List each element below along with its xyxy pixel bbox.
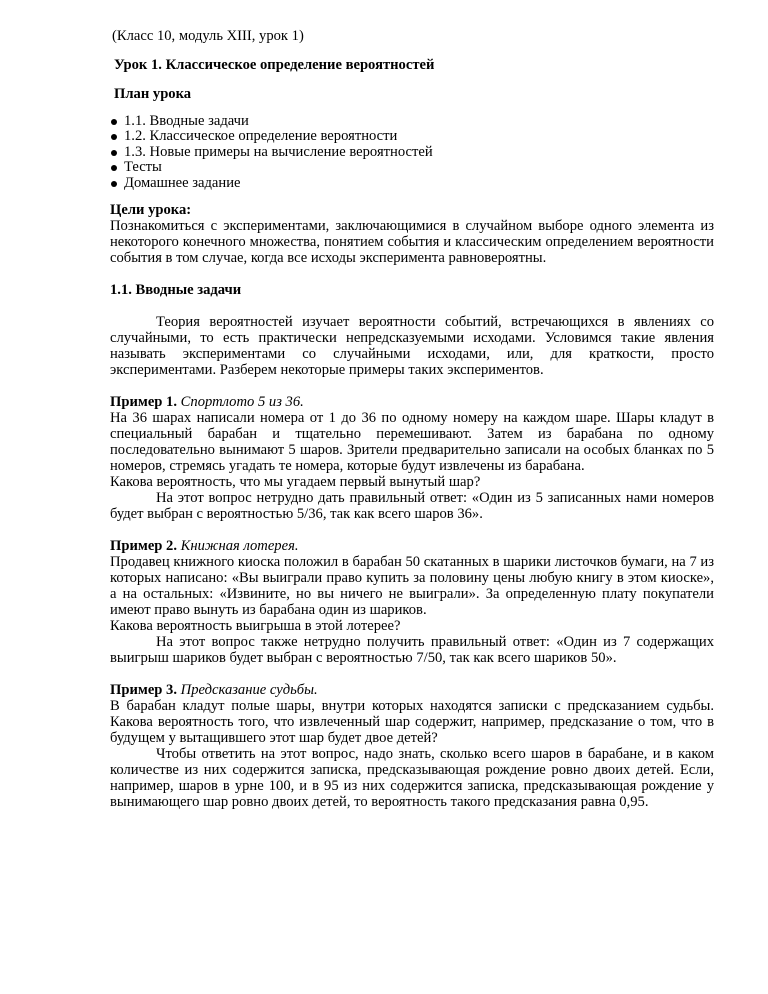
example-label: Пример 3.	[110, 682, 178, 699]
example-2-heading	[110, 538, 714, 554]
example-1-heading	[110, 394, 714, 410]
goals-text: Познакомиться с экспериментами, заключающимися в случайном выборе одного элемента из некоторого конечного множества, понятием события и классическим определением вероятности события в том случае, когда все исходы эксперимента равновероятны.	[110, 218, 714, 267]
example-name: Спортлото 5 из 36.	[180, 394, 304, 411]
plan-item: 1.2. Классическое определение вероятности	[110, 129, 714, 144]
example-name: Книжная лотерея.	[180, 538, 299, 555]
plan-item: Тесты	[110, 160, 714, 175]
example-3-body: В барабан кладут полые шары, внутри которых находятся записки с предсказанием судьбы. Какова вероятность того, что извлеченный шар содержит, например, предсказание о том, что в будущем у вытащившего этот шар будет двое детей?	[110, 698, 714, 747]
plan-list	[110, 114, 714, 191]
example-2-body: Продавец книжного киоска положил в барабан 50 скатанных в шарики листочков бумаги, на 7 из которых написано: «Вы выиграли право купить за половину цены любую книгу в этом киоске», а на остальных: «Извините, но вы ничего не выиграли». За определенную плату покупатели имеют право вынуть из барабана один из шариков.	[110, 554, 714, 619]
document-page	[110, 28, 714, 810]
example-2-answer: На этот вопрос также нетрудно получить правильный ответ: «Один из 7 содержащих выигрыш шариков будет выбран с вероятностью 7/50, так как всего шариков 50».	[110, 634, 714, 667]
plan-item: 1.3. Новые примеры на вычисление вероятностей	[110, 145, 714, 160]
section-intro: Теория вероятностей изучает вероятности событий, встречающихся в явлениях со случайными, то есть практически непредсказуемыми исходами. Условимся такие явления называть экспериментами со случайными исходами, или, для краткости, просто экспериментами. Разберем некоторые примеры таких экспериментов.	[110, 314, 714, 379]
example-3-heading	[110, 682, 714, 698]
example-1-body: На 36 шарах написали номера от 1 до 36 по одному номеру на каждом шаре. Шары кладут в специальный барабан и тщательно перемешивают. Затем из барабана по одному последовательно вынимают 5 шаров. Зрители предварительно записали на особых бланках по 5 номеров, стремясь угадать те номера, которые будут извлечены из барабана.	[110, 410, 714, 475]
lesson-title: Урок 1. Классическое определение вероятностей	[114, 57, 435, 73]
example-label: Пример 1.	[110, 394, 178, 411]
example-2-question: Какова вероятность выигрыша в этой лотерее?	[110, 618, 401, 635]
plan-heading: План урока	[114, 86, 192, 102]
example-1-question: Какова вероятность, что мы угадаем первый вынутый шар?	[110, 474, 481, 491]
section-heading: 1.1. Вводные задачи	[110, 282, 242, 299]
plan-item: 1.1. Вводные задачи	[110, 114, 714, 129]
lesson-header: (Класс 10, модуль XIII, урок 1)	[112, 28, 304, 44]
goals-heading: Цели урока:	[110, 202, 192, 219]
plan-item: Домашнее задание	[110, 176, 714, 191]
example-name: Предсказание судьбы.	[180, 682, 318, 699]
example-label: Пример 2.	[110, 538, 178, 555]
example-1-answer: На этот вопрос нетрудно дать правильный ответ: «Один из 5 записанных нами номеров будет выбран с вероятностью 5/36, так как всего шаров 36».	[110, 490, 714, 523]
example-3-answer: Чтобы ответить на этот вопрос, надо знать, сколько всего шаров в барабане, и в каком количестве из них содержится записка, предсказывающая рождение ровно двоих детей. Если, например, шаров в урне 100, и в 95 из них содержится записка, предсказывающая рождение у вынимающего шар ровно двоих детей, то вероятность такого предсказания равна 0,95.	[110, 746, 714, 811]
